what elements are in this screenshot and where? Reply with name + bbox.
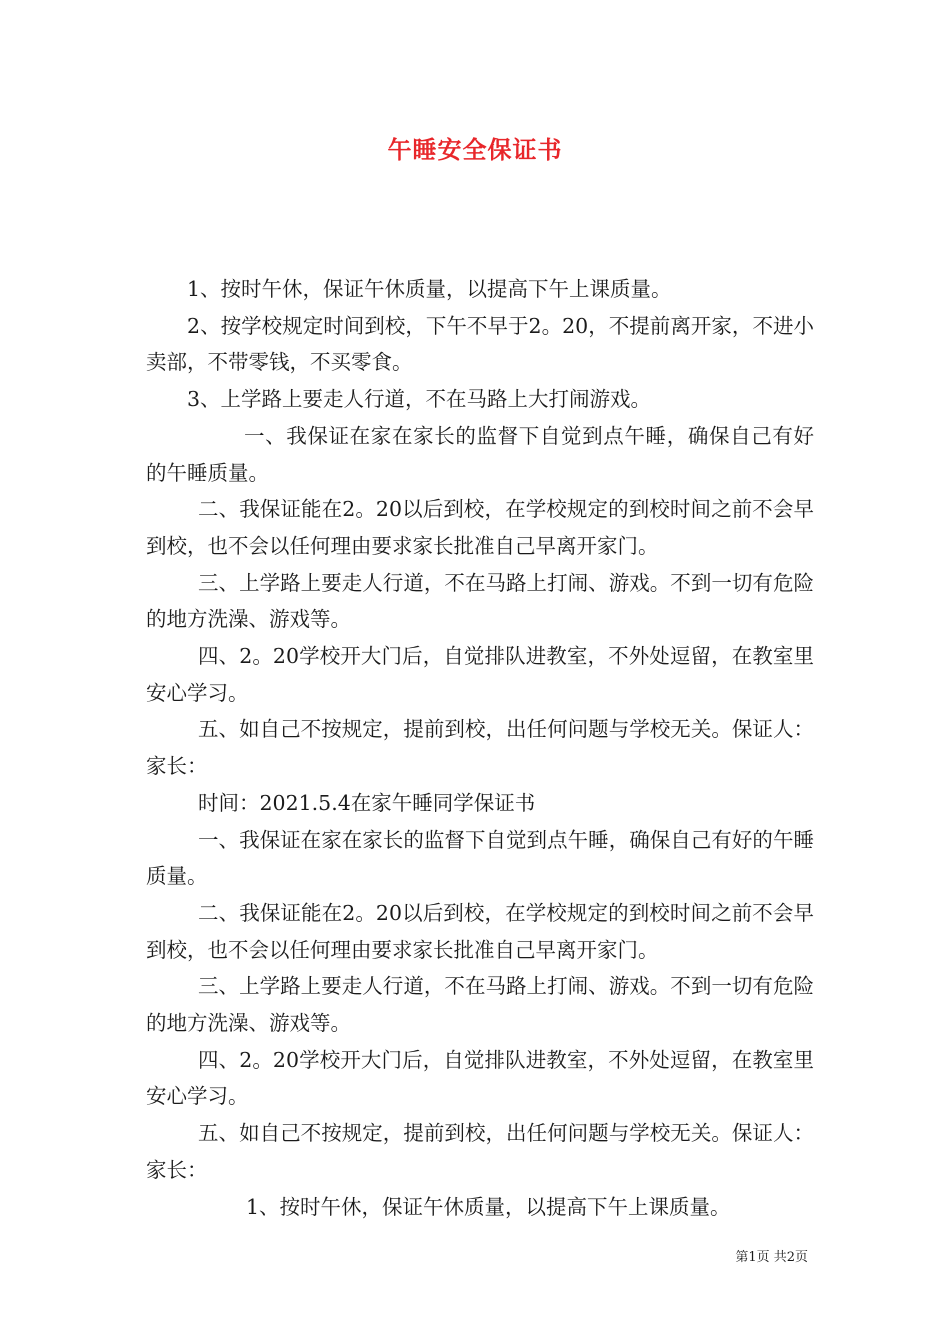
page-number: 第1页 共2页: [735, 1250, 808, 1265]
paragraph-pledge-1: 一、我保证在家在家长的监督下自觉到点午睡，确保自己有好的午睡质量。: [146, 423, 814, 485]
paragraph-item-1: 1、按时午休，保证午休质量，以提高下午上课质量。: [187, 277, 672, 301]
paragraph-pledge-4-repeat: 四、2。20学校开大门后，自觉排队进教室，不外处逗留，在教室里安心学习。: [146, 1047, 814, 1109]
paragraph-item-2: 2、按学校规定时间到校，下午不早于2。20，不提前离开家，不进小卖部，不带零钱，不买零食。: [146, 313, 814, 375]
document-title: 午睡安全保证书: [387, 135, 563, 164]
paragraph-item-1-repeat: 1、按时午休，保证午休质量，以提高下午上课质量。: [246, 1194, 731, 1219]
paragraph-pledge-2-repeat: 二、我保证能在2。20以后到校，在学校规定的到校时间之前不会早到校，也不会以任何理由要求家长批准自己早离开家门。: [146, 900, 814, 962]
paragraph-pledge-3-repeat: 三、上学路上要走人行道，不在马路上打闹、游戏。不到一切有危险的地方洗澡、游戏等。: [146, 974, 814, 1036]
paragraph-pledge-3: 三、上学路上要走人行道，不在马路上打闹、游戏。不到一切有危险的地方洗澡、游戏等。: [146, 570, 814, 632]
paragraph-pledge-5-repeat: 五、如自己不按规定，提前到校，出任何问题与学校无关。保证人：家长：: [146, 1121, 814, 1182]
document-body: [146, 271, 814, 1225]
paragraph-date-line: 时间：2021.5.4在家午睡同学保证书: [198, 790, 536, 815]
paragraph-pledge-4: 四、2。20学校开大门后，自觉排队进教室，不外处逗留，在教室里安心学习。: [146, 644, 814, 705]
paragraph-pledge-2: 二、我保证能在2。20以后到校，在学校规定的到校时间之前不会早到校，也不会以任何理由要求家长批准自己早离开家门。: [146, 497, 814, 558]
paragraph-pledge-5: 五、如自己不按规定，提前到校，出任何问题与学校无关。保证人：家长：: [146, 717, 814, 779]
paragraph-pledge-1-repeat: 一、我保证在家在家长的监督下自觉到点午睡，确保自己有好的午睡质量。: [146, 827, 814, 889]
paragraph-item-3: 3、上学路上要走人行道，不在马路上大打闹游戏。: [187, 387, 652, 412]
